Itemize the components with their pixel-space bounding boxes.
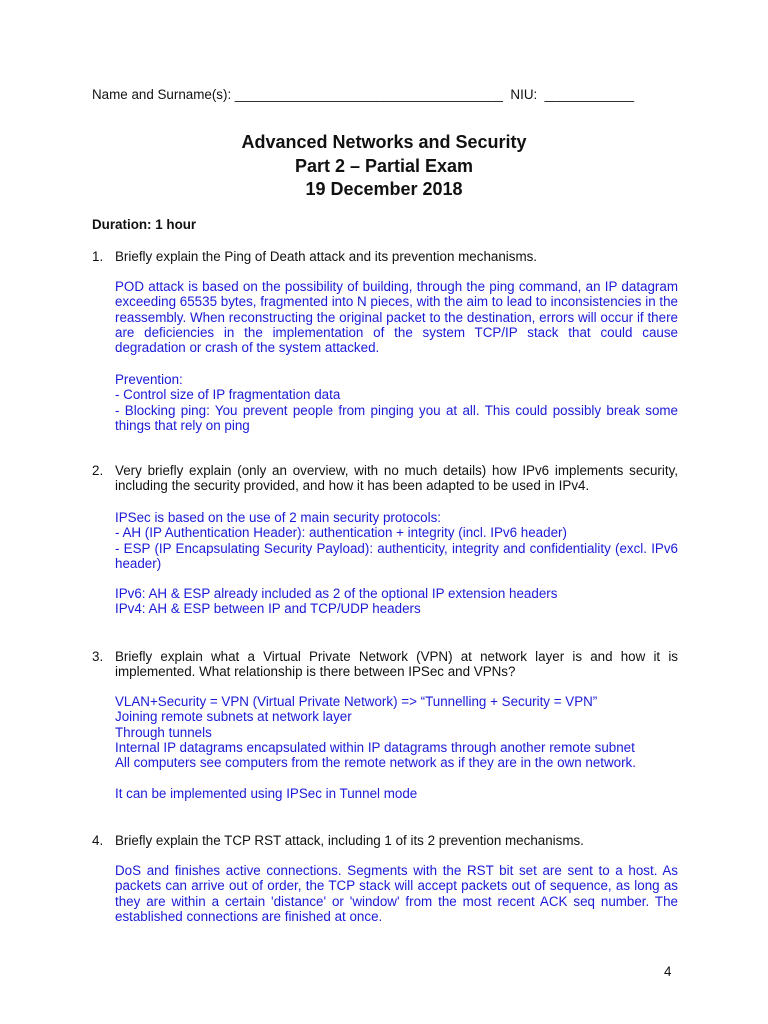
name-niu-field: Name and Surname(s): ____________________________________ NIU: ____________ bbox=[92, 87, 635, 102]
question-3 bbox=[92, 649, 678, 680]
answer-line: VLAN+Security = VPN (Virtual Private Network) => “Tunnelling + Security = VPN” bbox=[115, 694, 598, 709]
duration-label: Duration: 1 hour bbox=[92, 217, 197, 232]
answer-line: It can be implemented using IPSec in Tunnel mode bbox=[115, 786, 418, 801]
answer-line: Joining remote subnets at network layer bbox=[115, 709, 352, 725]
answer-line: Internal IP datagrams encapsulated within IP datagrams through another remote subnet bbox=[115, 739, 635, 755]
question-number: 1. bbox=[92, 249, 104, 264]
answer-line: All computers see computers from the remote network as if they are in the own network. bbox=[115, 755, 636, 771]
answer-1 bbox=[115, 279, 678, 355]
answer-2-headers bbox=[115, 586, 678, 617]
title-part: Part 2 – Partial Exam bbox=[294, 156, 474, 176]
page-number: 4 bbox=[664, 964, 672, 979]
answer-line: IPv4: AH & ESP between IP and TCP/UDP headers bbox=[115, 601, 421, 617]
title-date: 19 December 2018 bbox=[305, 179, 463, 199]
answer-1-prevention bbox=[115, 372, 678, 433]
title-course: Advanced Networks and Security bbox=[241, 132, 527, 152]
question-4 bbox=[92, 833, 678, 848]
prevention-title: Prevention: bbox=[115, 372, 183, 387]
question-text: Very briefly explain (only an overview, with no much details) how IPv6 implements security, including the security provided, and how it has been adapted to be used in IPv4. bbox=[115, 463, 678, 494]
answer-paragraph: DoS and finishes active connections. Segments with the RST bit set are sent to a host. As packets can arrive out of order, the TCP stack will accept packets out of sequence, as long as they are within a certain 'distance' or 'window' from the most recent ACK seq number. The established connections are finished at once. bbox=[115, 863, 678, 924]
question-text: Briefly explain the Ping of Death attack and its prevention mechanisms. bbox=[115, 249, 538, 264]
question-number: 4. bbox=[92, 833, 104, 848]
question-text: Briefly explain what a Virtual Private Network (VPN) at network layer is and how it is implemented. What relationship is there between IPSec and VPNs? bbox=[115, 649, 678, 680]
question-1 bbox=[92, 249, 678, 264]
answer-paragraph: POD attack is based on the possibility of building, through the ping command, an IP datagram exceeding 65535 bytes, fragmented into N pieces, with the aim to lead to inconsistencies in the reassembly. When reconstructing the original packet to the destination, errors will occur if there are deficiencies in the implementation of the system TCP/IP stack that could cause degradation or crash of the system attacked. bbox=[115, 279, 678, 356]
answer-4 bbox=[115, 863, 678, 924]
answer-3-ipsec bbox=[115, 786, 678, 801]
answer-line: - AH (IP Authentication Header): authentication + integrity (incl. IPv6 header) bbox=[115, 525, 567, 541]
question-number: 2. bbox=[92, 463, 104, 478]
question-text: Briefly explain the TCP RST attack, including 1 of its 2 prevention mechanisms. bbox=[115, 833, 584, 848]
prevention-item: - Blocking ping: You prevent people from pinging you at all. This could possibly break some things that rely on ping bbox=[115, 402, 678, 433]
answer-line: - ESP (IP Encapsulating Security Payload): authenticity, integrity and confidentiality (excl. IPv6 header) bbox=[115, 540, 678, 571]
answer-3 bbox=[115, 694, 678, 770]
question-number: 3. bbox=[92, 649, 104, 664]
prevention-item: - Control size of IP fragmentation data bbox=[115, 387, 341, 403]
question-2 bbox=[92, 463, 678, 494]
answer-line: Through tunnels bbox=[115, 724, 212, 740]
answer-line: IPSec is based on the use of 2 main security protocols: bbox=[115, 510, 442, 525]
answer-2 bbox=[115, 510, 678, 571]
answer-line: IPv6: AH & ESP already included as 2 of the optional IP extension headers bbox=[115, 586, 558, 601]
